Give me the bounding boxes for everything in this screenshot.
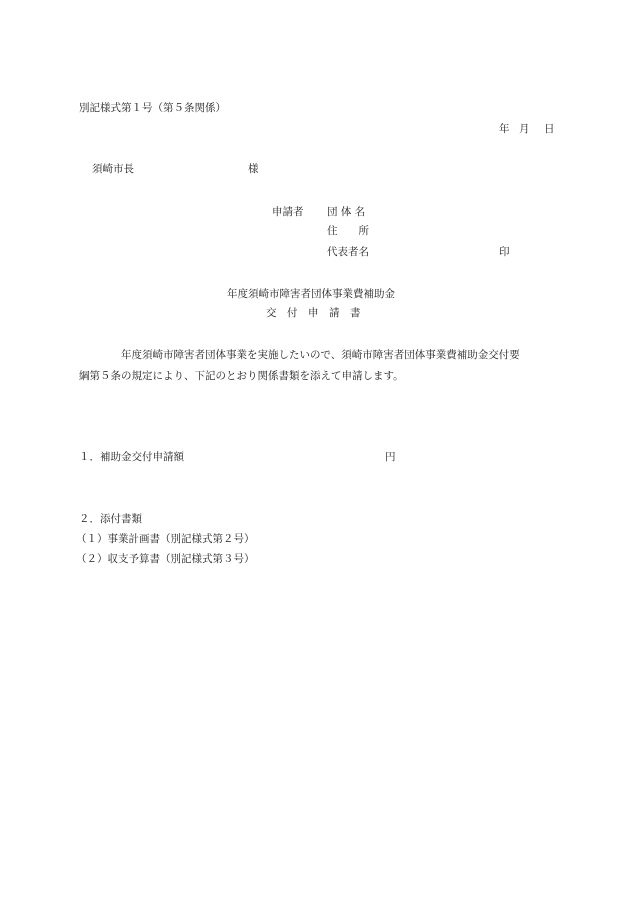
- form-number: 別記様式第１号（第５条関係）: [79, 102, 226, 114]
- amount-label: １．補助金交付申請額: [79, 451, 184, 463]
- seal-label: 印: [499, 246, 510, 258]
- addressee-honorific: 様: [248, 163, 259, 175]
- applicant-label: 申請者: [272, 206, 304, 218]
- representative-label: 代表者名: [327, 246, 369, 258]
- document-title-line1: 年度須崎市障害者団体事業費補助金: [227, 288, 395, 300]
- address-label: 住 所: [327, 225, 369, 237]
- document-title-line2: 交 付 申 請 書: [266, 307, 361, 319]
- date-month-label: 月: [519, 123, 530, 135]
- date-year-label: 年: [499, 123, 510, 135]
- body-text-line1: 年度須崎市障害者団体事業を実施したいので、須崎市障害者団体事業費補助金交付要: [121, 349, 520, 361]
- body-text-line2: 綱第５条の規定により、下記のとおり関係書類を添えて申請します。: [79, 370, 404, 382]
- group-name-label: 団 体 名: [327, 206, 366, 218]
- date-day-label: 日: [544, 123, 555, 135]
- attachment-item: （２）収支予算書（別記様式第３号）: [76, 553, 255, 565]
- attachments-heading: ２．添付書類: [79, 513, 142, 525]
- attachment-item: （１）事業計画書（別記様式第２号）: [76, 533, 255, 545]
- amount-unit: 円: [385, 451, 396, 463]
- addressee-name: 須崎市長: [92, 163, 134, 175]
